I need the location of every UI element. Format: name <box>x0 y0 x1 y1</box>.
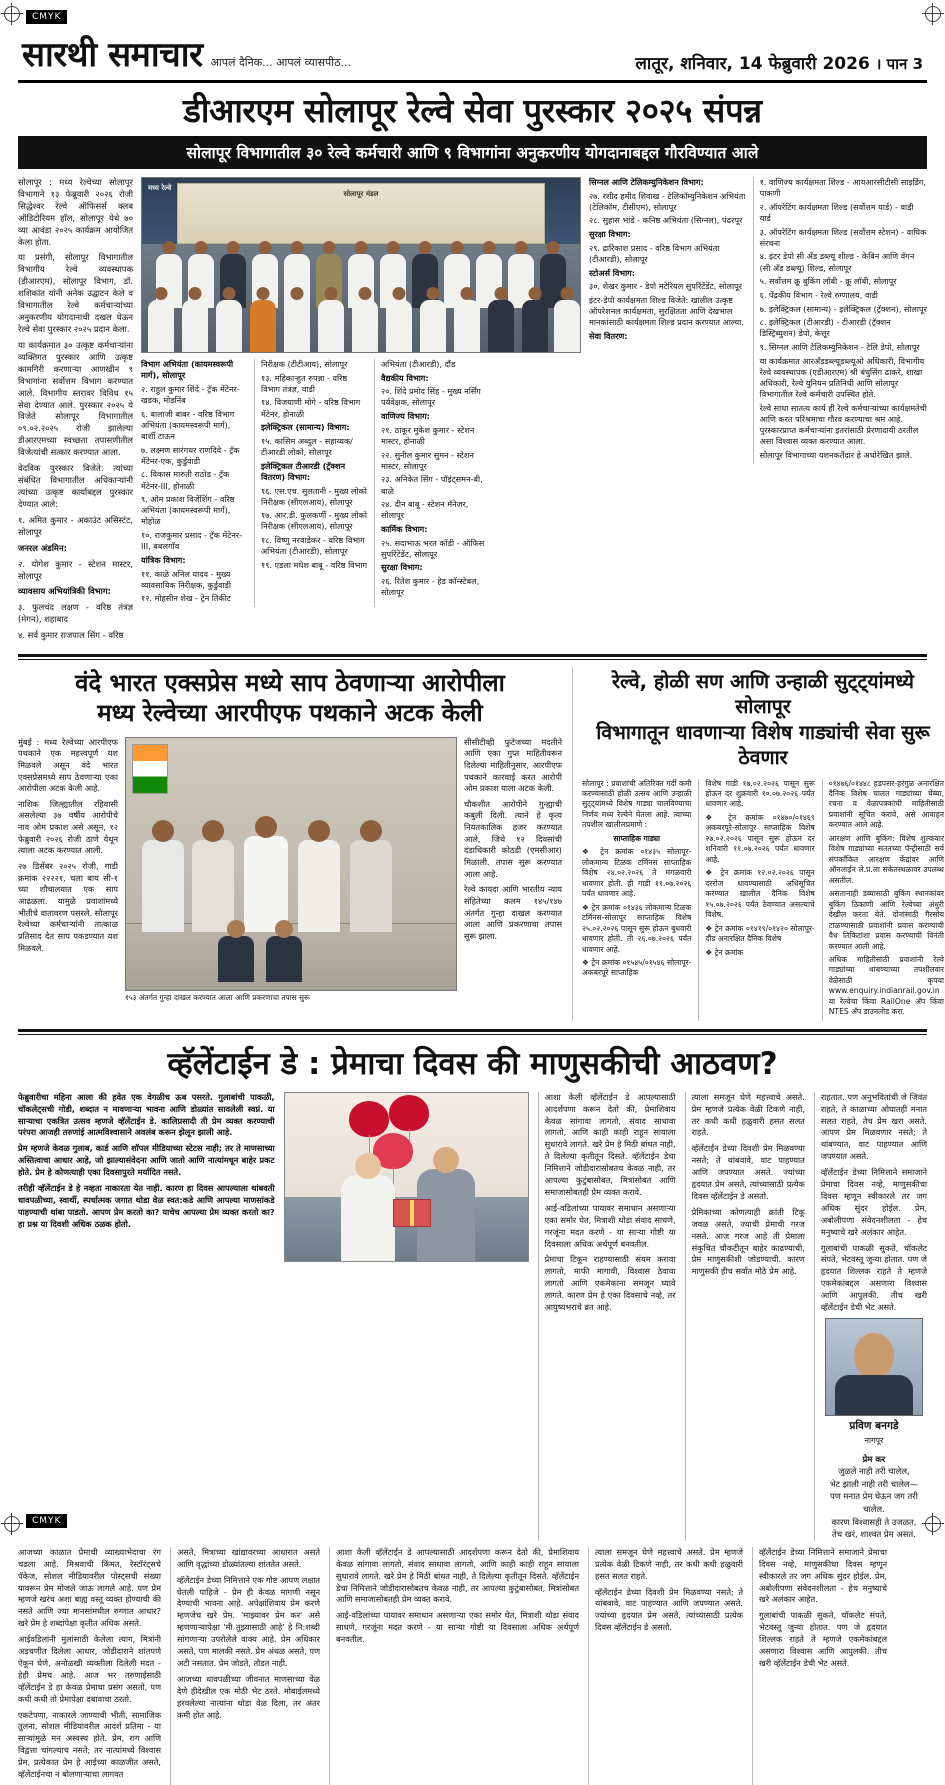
gift-box-icon <box>393 1199 431 1227</box>
feature-headline: व्हॅलेंटाईन डे : प्रेमाचा दिवस की माणुसकीची आठवण? <box>167 1045 778 1082</box>
paragraph: प्रेम म्हणजे केवळ गुलाब, कार्ड आणि शॉपल मीडियाच्या स्टेटस नाही; तर ते माणसाच्या अस्तित्वाचा आधार आहे, जो झाल्यासंवेदना आणि जातो आणि नात्यांमधून बाहेर प्रकट होते. प्रेम हे कोणत्याही एका दिवसापुरते मर्यादित नसते. <box>18 1143 275 1178</box>
paragraph: असते, मित्राच्या खांद्यावरच्या आधारात असते आणि वृद्धांच्या डोळ्यांतल्या शांततेत असते. <box>177 1546 320 1569</box>
list-item: ९. ओम प्रकाश विजेंशिंग - वरिष्ठ अभियंता (कायमस्वरूपी मार्ग), मोहोळ <box>141 494 235 527</box>
paragraph: त्याला समजून घेणे महत्त्वाचे असते. प्रेम म्हणजे प्रत्येक वेळी टिकणे नाही, तर कधी कधी हळुवारी हसत सलत राहते. <box>595 1546 743 1581</box>
list-item: १८. विष्णु नरवाडेकर - वरिष्ठ विभाग अभियंता (टीआरडी), सोलापूर <box>261 535 365 557</box>
snake-column-1 <box>18 737 118 1003</box>
lead-column-3 <box>254 359 367 607</box>
paragraph: प्रेमिकाच्या कोणत्याही क्रांती टिकू जवळ असते, ज्याची प्रेमाची गरज नसते. आज गरज आहे ती प्रेमाला संकुचित चौकटीतून बाहेर काढण्याची, प्रेम माणुसकीशी जोडण्याची. कारण माणुसकी हीच सर्वात मोठे प्रेम आहे. <box>691 1206 805 1277</box>
paragraph: त्याला समजून घेणे महत्त्वाचे असते. प्रेम म्हणजे प्रत्येक वेळी टिकणे नाही, तर कधी कधी हळुवारी हसत सलत राहते. <box>691 1091 805 1138</box>
paragraph: व्हॅलेंटाईन डेच्या दिवशी प्रेम मिळवण्या नसते; ते थांबवावे, वाट पाहण्यात आणि जपण्यात असते. ज्यांच्या हृदयात प्रेम असते, त्यांच्यासाठी प्रत्येक दिवस व्हॅलेंटाईन डे असतो. <box>691 1143 805 1201</box>
list-item: यांत्रिक विभाग: <box>141 554 186 565</box>
lead-para: १. अमित कुमार - अकाउंट असिस्टंट, सोलापूर <box>18 514 133 537</box>
author-photo <box>825 1318 923 1416</box>
special-trains-body <box>582 779 944 1021</box>
lead-right-group <box>589 177 927 646</box>
issue-line <box>635 51 923 76</box>
headline-line-1: वंदे भारत एक्सप्रेस मध्ये साप ठेवणाऱ्या आरोपीला <box>75 669 505 698</box>
lead-para: व्यावसाय अभियांत्रिकी विभाग: <box>18 586 111 597</box>
registration-mark-top-left <box>4 6 20 22</box>
paragraph: ❖ ट्रेन क्रमांक ०१४७०/०१४६९ अकबरपूरे-सोलापूर साप्ताहिक विशेष २७.०२.२०२६ पासून सुरू होऊन दर शनिवारी ११.०७.२०२६ पर्यंत धावणार आहे. <box>705 812 815 864</box>
paragraph: ❖ ट्रेन क्रमांक <box>705 947 744 957</box>
list-item: २९. द्रारिकाश प्रसाद - वरिष्ठ विभाग अभियंता (टीआरडी), सोलापूर <box>589 242 720 264</box>
valentine-photo <box>284 1092 529 1262</box>
arrest-photo-caption: १५३ अंतर्गत गुन्हा दाखल करण्यात आला आणि प्रकरणाचा तपास सुरू <box>125 992 310 1002</box>
poem-title: प्रेम कर <box>862 1453 886 1464</box>
masthead <box>18 24 927 83</box>
paragraph: ❖ ट्रेन क्रमांक ०१५४५/०१५४६ सोलापूर-अकबरपूरे साप्ताहिक <box>582 958 692 978</box>
paragraph: चौकशीत आरोपीने गुन्ह्याची कबुली दिली. त्याने हे कृत्य नियतकालिक हजर करण्यात आले, जिथे १२ दिवसांची दंडाधिकारी कोठडी (एमसीआर) मिळाली. तपास सुरू करण्यात आला आहे. <box>464 798 562 879</box>
feature-column-c2 <box>588 1547 743 1785</box>
paragraph: सीसीटीव्ही फुटेजच्या मदतीने आणि एका गुप्त माहितीवरून दिलेल्या माहितीनुसार, आरपीएफ पथकाने कारवाई करत आरोपी ओम प्रकाश याला अटक केली. <box>464 736 562 794</box>
list-item: १. वाणिज्य कार्यक्षमता शिल्ड - आयआरसीटीसी साइडिंग, पाकणी <box>759 176 926 199</box>
list-item: १०. राजकुमार प्रसाद - ट्रॅक मेंटेनर-III, बबलगाँव <box>141 530 243 552</box>
list-item: २५. सदाभाऊ भरत कोंडी - ऑफिस सुपरिंटेंडेंट, सोलापूर <box>381 537 485 559</box>
list-item: ८. इलेक्ट्रिकल (टीआरडी) - टीआरडी (ट्रॅक्शन डिस्ट्रिब्युशन) डेपो, केत्तूर <box>759 317 891 339</box>
photo-backdrop-title: सोलापूर मंडल <box>343 190 379 199</box>
page-number: । पान 3 <box>875 55 923 73</box>
list-item: ७. इलेक्ट्रिकल (सामान्य) - इलेक्ट्रिकल (ट्रॅक्शन), सोलापूर <box>759 303 927 314</box>
lead-para: वेदविक पुरस्कार विजेते: त्यांच्या संबंधित विभागातील अधिकाऱ्यांनी त्यांच्या उत्कृष्ट कार्याबद्दल पुरस्कार देण्यात आले: <box>18 463 133 509</box>
indian-flag-icon <box>132 744 168 794</box>
list-item: २२. सुनील कुमार सुमन - स्टेशन मास्टर, सोलापूर <box>381 449 474 471</box>
paragraph: विशेष गाडी १७.०२.२०२६ पासून सुरू होऊन दर शुक्रवारी १०.०७.२०२६ पर्यंत धावणार आहे. <box>705 778 815 809</box>
list-item: ३०. शेखर कुमार - डेपो मटेरियल सुपरिंटेंडेंट, सोलापूर <box>589 281 742 292</box>
list-item: १४. विजयाणी मोगे - वरिष्ठ विभाग मेंटेनर, होनाळी <box>261 397 361 419</box>
list-item: १२. मोहसीन शेख - ट्रेन तिकीट <box>141 593 231 604</box>
poem-line: भेट झाली नाही तरी चालेल— <box>829 1478 918 1489</box>
masthead-brand <box>22 30 351 76</box>
feature-column-a <box>18 1547 161 1785</box>
paragraph: सोलापूर : प्रवाशांची अतिरिक्त गर्दी कमी करण्यासाठी होळी उत्सव आणि उन्हाळी सुट्ट्यांमध्ये विशेष गाड्या चालविण्याचा निर्णय मध्य रेल्वेने घेतला आहे. त्याच्या तपशील खालीलप्रमाणे : <box>582 778 692 830</box>
feature-top-row <box>18 1092 927 1541</box>
photo-backdrop-banner <box>177 183 545 244</box>
lead-column-5 <box>589 177 746 464</box>
headline-line-2: मध्य रेल्वेच्या आरपीएफ पथकाने अटक केली <box>97 698 483 727</box>
paragraph: आई-वडिलांच्या पायावर समाधान असणाऱ्या एका समोर घेत, मित्राशी थोडा संवाद साधणे, गरजूंना मदत करणे - या साऱ्या गोष्टी या दिवसाला अधिक अर्थपूर्ण बनवतील. <box>544 1202 676 1249</box>
list-item: ६. पेंद्रकीय विभाग - रेल्वे रुग्णालय, वाडी <box>759 289 878 300</box>
lead-center <box>141 177 581 646</box>
paragraph: राहतात. पण अनुभवितांची जे जिवंत राहते, ते काळाच्या ओघातही मनात सलत राहते, तेच प्रेम खरा असते. आपण प्रेम मिळवणार नसते; ते थांबण्यात, वाट पाहण्यात आणि जपण्यात असते. <box>820 1091 928 1162</box>
author-box <box>821 1318 927 1447</box>
registration-mark-bottom-right <box>925 1516 941 1532</box>
paragraph: आशा केली व्हॅलेंटाईन डे आपल्यासाठी आदर्शपणा करून देतो की, प्रेमाशिवाय केवळ सांगावा लागतो, संवाद साधावा लागतो, आणि काही काही राहून सायाला सुधारावे लागते. खरे प्रेम हे मिठी बांधत नाही, ते दिलेल्या कृतीतून दिसते. व्हॅलेंटाईन डेचा निमित्ताने जोडीदारासोबतच केवळ नाही, तर आपल्या कुटुंबासोबत, मित्रांसोबत आणि समाजासोबतही प्रेम व्यक्त करावे. <box>336 1546 579 1605</box>
paragraph: ❖ ट्रेन क्रमांक १२.०२.२०२६ पासून दररोज धावण्यासाठी अधिसूचित करण्यात खालील दैनिक विशेष १५.०७.२०२६ पर्यंत ठेवण्यात असल्याचे विशेष. <box>705 868 815 920</box>
list-item: २. ऑपरेटिंग कार्यक्षमता शिल्ड (सर्वोत्तम यार्ड) - वाडी यार्ड <box>759 201 914 223</box>
list-item: १७. आर.डी. फुलकर्णी - मुख्य लोको निरीक्षक (सीएलआय), सोलापूर <box>261 510 367 532</box>
trains-column-1 <box>582 779 691 1021</box>
list-item: ३. ऑपरेटिंग कार्यक्षमता शिल्ड (सर्वोत्तम स्टेशन) - वाघिक संरचना <box>759 226 927 248</box>
list-item: ६. बालाजी बाबर - वरिष्ठ विभाग अभियंता (कायमस्वरूपी मार्ग), बार्शी टाऊन <box>141 408 235 441</box>
feature-column-d <box>685 1092 805 1541</box>
list-item: इलेक्ट्रिकल (सामान्य) विभाग: <box>261 422 350 433</box>
list-item: ५. सर्वोत्तम क्रू बुकिंग लॉबी - क्रू लॉबी, सोलापूर <box>759 276 897 287</box>
lead-story <box>18 177 927 646</box>
special-trains-story <box>572 667 944 1021</box>
paragraph: आई-वडिलांच्या पायावर समाधान असणाऱ्या एका समोर घेत, मित्राशी थोडा संवाद साधणे, गरजूंना मदत करणे - या साऱ्या गोष्टी या दिवसाला अधिक अर्थपूर्ण बनवतील. <box>336 1610 579 1645</box>
lead-para: या कार्यक्रमात ३० उत्कृष्ट कर्मचाऱ्यांना व्यक्तिगत पुरस्कार आणि उत्कृष्ट कामगिरी करणाऱ्या आणखीन ९ विभागांना सर्वोत्तम विभाग करण्यात आले. विभागीय स्तरावर विविध १५ सेवा देण्यात आले. पुरस्कार २०२५ ये विजेते सोलापूर विभागातील ०९.०२.२०२५ रोजी झालेल्या डीआरएमच्या स्वच्छता तपासणीतील विजेत्यांची सत्कार करण्यात आला. <box>18 339 133 458</box>
section-divider-2b <box>18 1034 927 1035</box>
feature-intro <box>18 1092 275 1541</box>
author-face <box>854 1333 894 1379</box>
list-item: २०. शिंदे प्रमोद सिंह - मुख्य नर्सिंग पर्यवेक्षक, सोलापूर <box>381 386 481 408</box>
list-item: रेल्वे साधा सातत्य कार्य ही रेल्वे कर्मचाऱ्यांच्या कार्यक्षमतेची आणि करत परिश्रमाचा गौरव करण्याचा श्रम आहे. पुरस्कारप्राप्त कर्मचाऱ्यांना इतरांसाठी प्रेरणादायी ठरतील असा विश्वास व्यक्त करण्यात आला. <box>759 402 927 447</box>
newspaper-title: सारथी समाचार <box>22 35 203 75</box>
list-item: सुरक्षा विभाग: <box>589 229 631 240</box>
list-item: २. राहुल कुमार शिंदे - ट्रॅक मेंटेनर-खडक, मोडनिंब <box>141 383 240 405</box>
author-name: प्रविण बनगडे <box>849 1419 899 1432</box>
registration-mark-bottom-left <box>4 1516 20 1532</box>
paragraph: अधिक माहितीसाठी प्रवाशांनी रेल्वे गाड्यांच्या थांबण्याच्या तपशीलवार वेळेसाठी कृपया www.enquiry.indianrail.gov.in या रेल्वेचा किंवा RailOne अ‍ॅप किंवा NTES अ‍ॅप डाउनलोड करा. <box>828 955 944 1017</box>
lead-para: या प्रसंगी, सोलापूर विभागातील विभागीय रेल्वे व्यवस्थापक (डीआरएम), सोलापूर विभाग, डॉ. शशिकांत यांनी अनेक उद्घाटन केले व विभागातील रेल्वे कर्मचाऱ्यांच्या अनुकरणीय योगदानाची दखल घेऊन रेल्वे सेवा पुरस्कार २०२५ प्रदान केला. <box>18 252 133 334</box>
author-body <box>835 1375 913 1415</box>
list-item: २६. रितेश कुमार - हेड कॉन्स्टेबल, सोलापूर <box>381 576 480 598</box>
feature-bottom-row <box>18 1547 927 1785</box>
lead-para: ३. फुलचंद लक्षण - वरिष्ठ तंत्रज्ञ (मेगन), शहाबाद <box>18 602 133 625</box>
poem-line: जुळले नाही तरी चालेल, <box>838 1466 910 1477</box>
section-divider-2 <box>18 1029 927 1032</box>
list-item: ७. लक्ष्मण सारंगधर राणदिवे - ट्रॅक मेंटेनर-एक, कुर्डुवाडी <box>141 444 240 466</box>
lead-headline: डीआरएम सोलापूर रेल्वे सेवा पुरस्कार २०२५ संपन्न <box>183 91 762 130</box>
snake-story-body <box>18 737 562 1003</box>
lead-column-2 <box>141 359 247 607</box>
paragraph: व्हॅलेंटाईन डेच्या दिवशी प्रेम मिळवण्या नसते; ते थांबवावे, वाट पाहण्यात आणि जपण्यात असते. ज्यांच्या हृदयात प्रेम असते, त्यांच्यासाठी प्रत्येक दिवस व्हॅलेंटाईन डे असतो. <box>595 1586 743 1633</box>
poem-line: कारण विश्वासही ते उजळत, <box>831 1516 917 1527</box>
lead-award-lists <box>141 359 581 607</box>
list-item: १६. एस.एच. सुलतानी - मुख्य लोको निरीक्षक (सीएलआय), सोलापूर <box>261 485 367 507</box>
lead-para: ४. सर्व कुमार राजपाल सिंग - वरिष्ठ <box>18 630 124 641</box>
closing-poem <box>821 1453 927 1541</box>
feature-column-d2 <box>752 1547 887 1785</box>
paragraph: आशा केली व्हॅलेंटाईन डे आपल्यासाठी आदर्शपणा करून देतो की, प्रेमाशिवाय केवळ सांगावा लागतो, संवाद साधावा लागतो, आणि काही काही राहून सायाला सुधारावे लागते. खरे प्रेम हे मिठी बांधत नाही, ते दिलेल्या कृतीतून दिसते. व्हॅलेंटाईन डेचा निमित्ताने जोडीदारासोबतच केवळ नाही, तर आपल्या कुटुंबासोबत, मित्रांसोबत आणि समाजासोबतही प्रेम व्यक्त करावे. <box>544 1091 676 1197</box>
paragraph: आजच्या काळात प्रेमाची व्याख्याभेदाचा रंग चढला आहे. मिश्रवाची किंमत, रेस्टॉरंट्सचे पॅकेज, सोशल मीडियावरील पोस्ट्सची संख्या यावरून प्रेम मोजले जाऊ लागले आहे. पण प्रेम म्हणजे खरंच अशा बाह्य वस्तू व्यक्त होण्याची की नसते आणि ज्या मानसांमधील रुग्णात आधार? खरे प्रेम हे शब्दांपेक्षा कृतीत अधिक असते. <box>18 1546 161 1629</box>
paragraph: रेल्वे कायदा आणि भारतीय न्याय संहितेच्या कलम १४५/१४७ अंतर्गत गुन्हा दाखल करण्यात आला आणि प्रकरणाचा तपास सुरू झाला. <box>464 884 562 941</box>
paragraph: आईवडिलांनी मुलांसाठी केलेला त्याग, मित्रांनी अडचणीत दिलेला आधार, जोडीदाराने शांतपणे ऐकून घेणे, अनोळखी व्यक्तीला दिलेली मदत - हेही प्रेमच आहे. आज भर तरुणाईसाठी व्हॅलेंटाईन डे हा केवळ प्रेमाचा प्रसंग असतो, पण कधी कधी तो प्रेमापेक्षा दबावाचा ठरतो. <box>18 1634 161 1704</box>
feature-column-b2 <box>329 1547 579 1785</box>
paragraph: गुलाबांची पाकळी सुकते, चॉकलेट संपते, भेटवस्तू जुन्या होतात. पण जे हृदयात शिल्लक राहते ते म्हणजे एकमेकांबद्दल असणारा विश्वास आणि आपुलकी. तीच खरी व्हॅलेंटाईन डेची भेट असते. <box>820 1242 928 1312</box>
lead-column-4 <box>374 359 487 607</box>
list-item: २८. सुहास भांडे - कनिष्ठ अभियंता (सिग्नल), पंढरपूर <box>589 215 743 226</box>
special-trains-headline <box>582 669 944 770</box>
poem-line: तेच खरं, शाश्वत प्रेम असतं. <box>832 1529 916 1540</box>
snake-story <box>18 667 562 1021</box>
list-item: स्टोअर्स विभाग: <box>589 267 635 278</box>
snake-story-headline <box>18 669 562 729</box>
poem-line: पण मनात प्रेम घेऊन जग तरी चालेल. <box>829 1491 918 1515</box>
list-item: १५. कासिम अब्दुल - सहाय्यक/टीआरडी लोको, सोलापूर <box>261 435 353 458</box>
paragraph: व्हॅलेंटाईन डेच्या निमित्ताने समाजाने प्रेमाचा दिवस नव्हे, माणुसकीचा दिवस म्हणून स्वीकारले तर जग अधिक सुंदर होईल. प्रेम, अबोलीपणा संवेदनशीलता - हेच मनुष्याचे खरे अलंकार आहेत. <box>820 1167 928 1237</box>
heart-balloon-icon <box>349 1101 389 1137</box>
list-item: २७. रशीद हमीद शिवाख - टेलिकॉम्युनिकेशन अभियंता (टेलिकॉम, टीसीएम), सोलापूर <box>589 190 746 212</box>
lead-para: सोलापूर : मध्य रेल्वेच्या सोलापूर विभागाने १३ फेब्रुवारी २०२६ रोजी सिद्धेश्वर रेल्वे ऑफिसर्स क्लब ऑडिटोरियम हॉल, सोलापूर येथे ७० व्या आवंडा २०२५ कार्यक्रम आयोजित केला होता. <box>18 176 133 247</box>
feature-photo-wrap <box>284 1092 529 1541</box>
award-ceremony-photo <box>141 177 581 353</box>
paragraph: आजच्या धावपळीच्या जीवनात माणसाच्या वेळ देणे हीदेखील एक मोठी भेट ठरते. मोबाईलमध्ये हरवलेल्या नात्यांना थोडा वेळ दिला, तर अंतर कमी होत आहे. <box>177 1673 320 1720</box>
lead-column-1 <box>18 177 133 646</box>
paragraph: मुंबई : मध्य रेल्वेच्या आरपीएफ पथकाने एक महत्त्वपूर्ण यश मिळवले असून वंदे भारत एक्सप्रेसमध्ये साप ठेवणाऱ्या एका आरोपीला अटक केली आहे. <box>18 736 118 794</box>
paragraph: एकटेपणा, नाकारले जाण्याची भीती, सामाजिक तुलना, सोशल मीडियावरील आदर्श प्रतिमा - या साऱ्यांमुळे मन अस्वस्थ होते. प्रेम, राग आणि विद्वत्ता चांगल्याच नसते; तर नात्यांमध्ये विश्वास प्रेम, प्रत्येकात प्रेम हे आईच्या काळजीत असते, व्हॅलेंटाईनचा न बोलणाऱ्याचा लागवत <box>18 1709 161 1779</box>
list-item: २४. दीन बाबू - स्टेशन मॅनेजर, सोलापूर <box>381 499 469 521</box>
newspaper-tagline: आपलं दैनिक... आपलं व्यासपीठ... <box>210 56 352 69</box>
paragraph: व्हॅलेंटाईन डेच्या निमित्ताने एक गोष्ट आपण लक्षात घेतली पाहिजे - प्रेम ही केवळ मागणी नसून देण्याची भावना आहे. अपेक्षांशिवाय प्रेम करणे म्हणजेच खरे प्रेम. 'माझ्यावर प्रेम कर' असे म्हणणाऱ्यापेक्षा 'मी तुझ्यासाठी आहे' हे नि:शब्दी सांगणाऱ्या उपरोलेले वाक्य आहे. प्रेम अधिकार असते, पण मालकी नसते. प्रेम अंधळ असते, पण अटी नसतात. प्रेम जोडते, तोडत नाही. <box>177 1574 320 1668</box>
mid-section <box>18 667 944 1021</box>
list-item: २१. ठाकूर मुकेश कुमार - स्टेशन मास्टर, होनाळी <box>381 424 475 446</box>
list-item: अभियंता (टीआरडी), दौंड <box>381 358 456 369</box>
list-item: वैद्यकीय विभाग: <box>381 372 429 383</box>
paragraph: नाशिक जिल्ह्यातील रहिवासी असलेल्या ३७ वर्षीय आरोपीचे नाव ओम प्रकाश असे असून, १२ फेब्रुवारी २०२६ रोजी ठाणे येथून त्याला अटक करण्यात आली. <box>18 798 118 856</box>
list-item: २३. अनिकेत सिंग - पॉइंट्समन-बी, बाळे <box>381 474 483 496</box>
trains-column-2 <box>698 779 814 1021</box>
cmyk-bar-bottom: CMYK <box>26 1514 67 1528</box>
subheading: साप्ताहिक गाड्या <box>613 833 661 843</box>
paragraph: गुलाबांची पाकळी सुकते, चॉकलेट संपते, भेटवस्तू जुन्या होतात. पण जे हृदयात शिल्लक राहते ते म्हणजे एकमेकांबद्दल असणारा विश्वास आणि आपुलकी. तीच खरी व्हॅलेंटाईन डेची भेट असते. <box>759 1610 887 1668</box>
lead-subhead: सोलापूर विभागातील ३० रेल्वे कर्मचारी आणि ९ विभागांना अनुकरणीय योगदानाबद्दल गौरविण्यात आले <box>18 136 927 169</box>
issue-place-date: लातूर, शनिवार, 14 फेब्रुवारी 2026 <box>635 54 870 74</box>
list-item: ४. इंटर डेपो सी अँड डब्ल्यू शील्ड - केबिन आणि वॅगन (सी अँड डब्ल्यू) शिल्ड, सोलापूर <box>759 251 915 273</box>
lead-para: २. योगेश कुमार - स्टेशन मास्टर, सोलापूर <box>18 558 133 581</box>
list-item: सेवा वितरण: <box>589 330 628 341</box>
lead-column-6 <box>753 177 927 464</box>
list-item: इलेक्ट्रिकल टीआरडी (ट्रॅक्शन वितरण) विभाग: <box>261 460 346 482</box>
list-item: १३. महिकाऱ्हुत रुपन्ना - वरिष्ठ विभाग तंत्रज्ञ, वाडी <box>261 372 348 394</box>
snake-photo-wrap <box>125 737 457 1003</box>
list-item: वाणिज्य विभाग: <box>381 411 430 422</box>
list-item: निरीक्षक (टीटीआय), सोलापूर <box>261 358 348 369</box>
feature-column-c <box>538 1092 676 1541</box>
trains-column-3 <box>822 779 944 1021</box>
list-item: सोलापूर विभागाच्या यशनकर्तेदार हे अधोरेखित झाले. <box>759 449 913 460</box>
paragraph: ❖ ट्रेन क्रमांक ०१४३५ सोलापूर-लोकमान्य टिळक टर्मिनस साप्ताहिक विशेष २४.०२.२०२६ ते मंगळवारी धावणार होती. ही गाडी ११.०७.२०२६ पर्यंत धावणार आहे. <box>582 847 692 899</box>
paragraph: व्हॅलेंटाईन डेच्या निमित्ताने समाजाने प्रेमाचा दिवस नव्हे, माणुसकीचा दिवस म्हणून स्वीकारले तर जग अधिक सुंदर होईल. प्रेम, अबोलीपणा संवेदनशीलता - हेच मनुष्याचे खरे अलंकार आहेत. <box>759 1546 887 1605</box>
feature-column-e <box>814 1092 927 1541</box>
author-role: नागपूर <box>864 1436 884 1446</box>
section-divider-1 <box>18 654 927 657</box>
lead-para: जनरल अंडमिन: <box>18 542 67 553</box>
registration-mark-top-right <box>925 6 941 22</box>
feature-column-b <box>170 1547 320 1785</box>
paragraph: आरक्षण आणि बुकिंग: विशेष शुल्कवार विशेष गाड्यांच्या सततच्या पॅन्ट्रीसाठी सर्व संपर्कांकित आरक्षण केंद्रांवर आणि ऑनलाईन ले.प्र.ला संकेतस्थळावर उपलब्ध असतील. <box>828 833 944 885</box>
photo-railway-label: मध्य रेल्वे <box>148 183 172 192</box>
paragraph: असतानाही डब्यासाठी बुकिंग स्थानकांवर बुकिंग ठिकाणी आणि रेल्वेच्या अंधुरी देखील करता येते. दोनांसाठी गैरसोय टाळण्यासाठी प्रवाशांनी प्रवास करण्याची वैध तिकिटांशा प्रवास करण्याची विनंती करण्यात आली आहे. <box>828 889 944 951</box>
arrest-photo <box>125 737 457 991</box>
paragraph: प्रेमाचा टिकून राहण्यासाठी संयम करावा लागतो, माफी मागावी, विश्वास ठेवावा लागतो आणि एकमेकांना समजून घ्यावे लागते. कारण प्रेम हे एका दिवसाचे नव्हे, तर आयुष्यभराचे व्रत आहे. <box>544 1254 676 1312</box>
paragraph: २७ डिसेंबर २०२५ रोजी, गाडी क्रमांक २२२२१, चला बाय सी-१ च्या शौचालयात एक साप आढळला. यामुळे प्रवाशांमध्ये भीतीचे वातावरण पसरले. सोलापूर रेल्वेच्या कर्मचाऱ्यांनी तात्काळ प्रतिसाद देत साप पकडण्यात यश मिळवले. <box>18 861 118 953</box>
cmyk-bar-top: CMYK <box>26 10 67 24</box>
paragraph: ❖ ट्रेन क्रमांक ०१४३६ लोकमान्य टिळक टर्मिनस-सोलापूर साप्ताहिक विशेष २५.०२.२०२६ पासून सुरू होऊन बुधवारी धावणार होती. ती २६.०७.२०२६ पर्यंत धावणार आहे. <box>582 902 692 954</box>
list-item: विभाग अभियंता (कायमस्वरूपी मार्ग), सोलापूर <box>141 358 234 381</box>
list-item: ९. सिग्नल आणि टेलिकम्युनिकेशन - टेलि डेपो, सोलापूर <box>759 341 920 352</box>
paragraph: ०१४७६/०१४४८ हडपसर-हरंगुळ अनारक्षित दैनिक विशेष चालत गाड्यांच्या चेंब्या, रचना व वेळापत्रकांची माहितीसाठी प्रवाशांनी सूचित करावे, असे आवाहन करण्यात आले आहे. <box>828 778 944 830</box>
heart-balloon-icon <box>389 1095 429 1131</box>
list-item: सुरक्षा विभाग: <box>381 562 423 573</box>
paragraph: तरीही व्हॅलेंटाईन डे हे नव्हता नाकारता येत नाही. कारण हा दिवस आपल्याला थांबवती धावपळीच्या, स्वार्थी, स्पर्धात्मक जगात थोडा वेळ स्वत:कडे आणि आपल्या माणसांकडे पाहण्याची थांबा पाडतो. आपण प्रेम करतो का? याचेच आपल्या प्रेम व्यक्त करतो का? हा प्रश्न या दिवशी अधिक ठळक होतो. <box>18 1183 275 1229</box>
list-item: सिग्नल आणि टेलिकम्युनिकेशन विभाग: <box>589 176 704 187</box>
headline-line-2: विभागातून धावणाऱ्या विशेष गाड्यांची सेवा सुरू ठेवणार <box>596 720 930 770</box>
paragraph: ❖ ट्रेन क्रमांक ०१४१९/०१४२० सोलापूर-दौंड अनारक्षित दैनिक विशेष <box>705 923 815 944</box>
section-divider-1b <box>18 659 927 660</box>
list-item: या कार्यक्रमात आरअँडडब्ल्यूडब्ल्यूओ अधिकारी, विभागीय रेल्वे व्यवस्थापक (एडीआरएम) श्री बंधुसिंग ढाकरे, शाखा अधिकारी, रेल्वे युनियन प्रतिनिधी आणि सोलापूर विभागातील रेल्वे कर्मचारी उपस्थित होते. <box>759 355 925 400</box>
list-item: इंटर-डेपो कार्यक्षमता शिल्ड विजेते: खालील उत्कृष्ट ऑपरेशनल कार्यक्षमता, सुरक्षितता आणि देखभाल मानकांसाठी कार्यक्षमता शिल्ड प्रदान करण्यात आल्या. <box>589 294 744 328</box>
list-item: ११. काळे अनिल यादव - मुख्य व्यावसायिक निरीक्षक, कुर्डुवाडी <box>141 568 231 590</box>
list-item: ८. विकास मारुती राठोड - ट्रॅक मेंटेनर-III, होनाळी <box>141 469 230 491</box>
list-item: कार्मिक विभाग: <box>381 523 428 534</box>
list-item: १९. एडला मधेश बाबू - वरिष्ठ विभाग <box>261 559 368 570</box>
snake-column-2 <box>464 737 562 1003</box>
headline-line-1: रेल्वे, होळी सण आणि उन्हाळी सुट्ट्यांमध्ये सोलापूर <box>612 670 914 719</box>
paragraph: फेब्रुवारीचा महिना आला की हवेत एक वेगळीच ऊब पसरते. गुलाबांची पाकळी, चॉकलेट्सची गोडी, शब्दात न मावणाऱ्या भावना आणि डोळ्यांत सावलेली स्वप्नं. या साऱ्याचा एकत्रित उत्सव म्हणजे व्हॅलेंटाईन डे. कालिप्रसादी ती प्रेम व्यक्त करण्याची परंपरा आजही तरुणांई आत्मविश्वासाने अवलंब करून झेलून झाली आहे. <box>18 1091 275 1138</box>
